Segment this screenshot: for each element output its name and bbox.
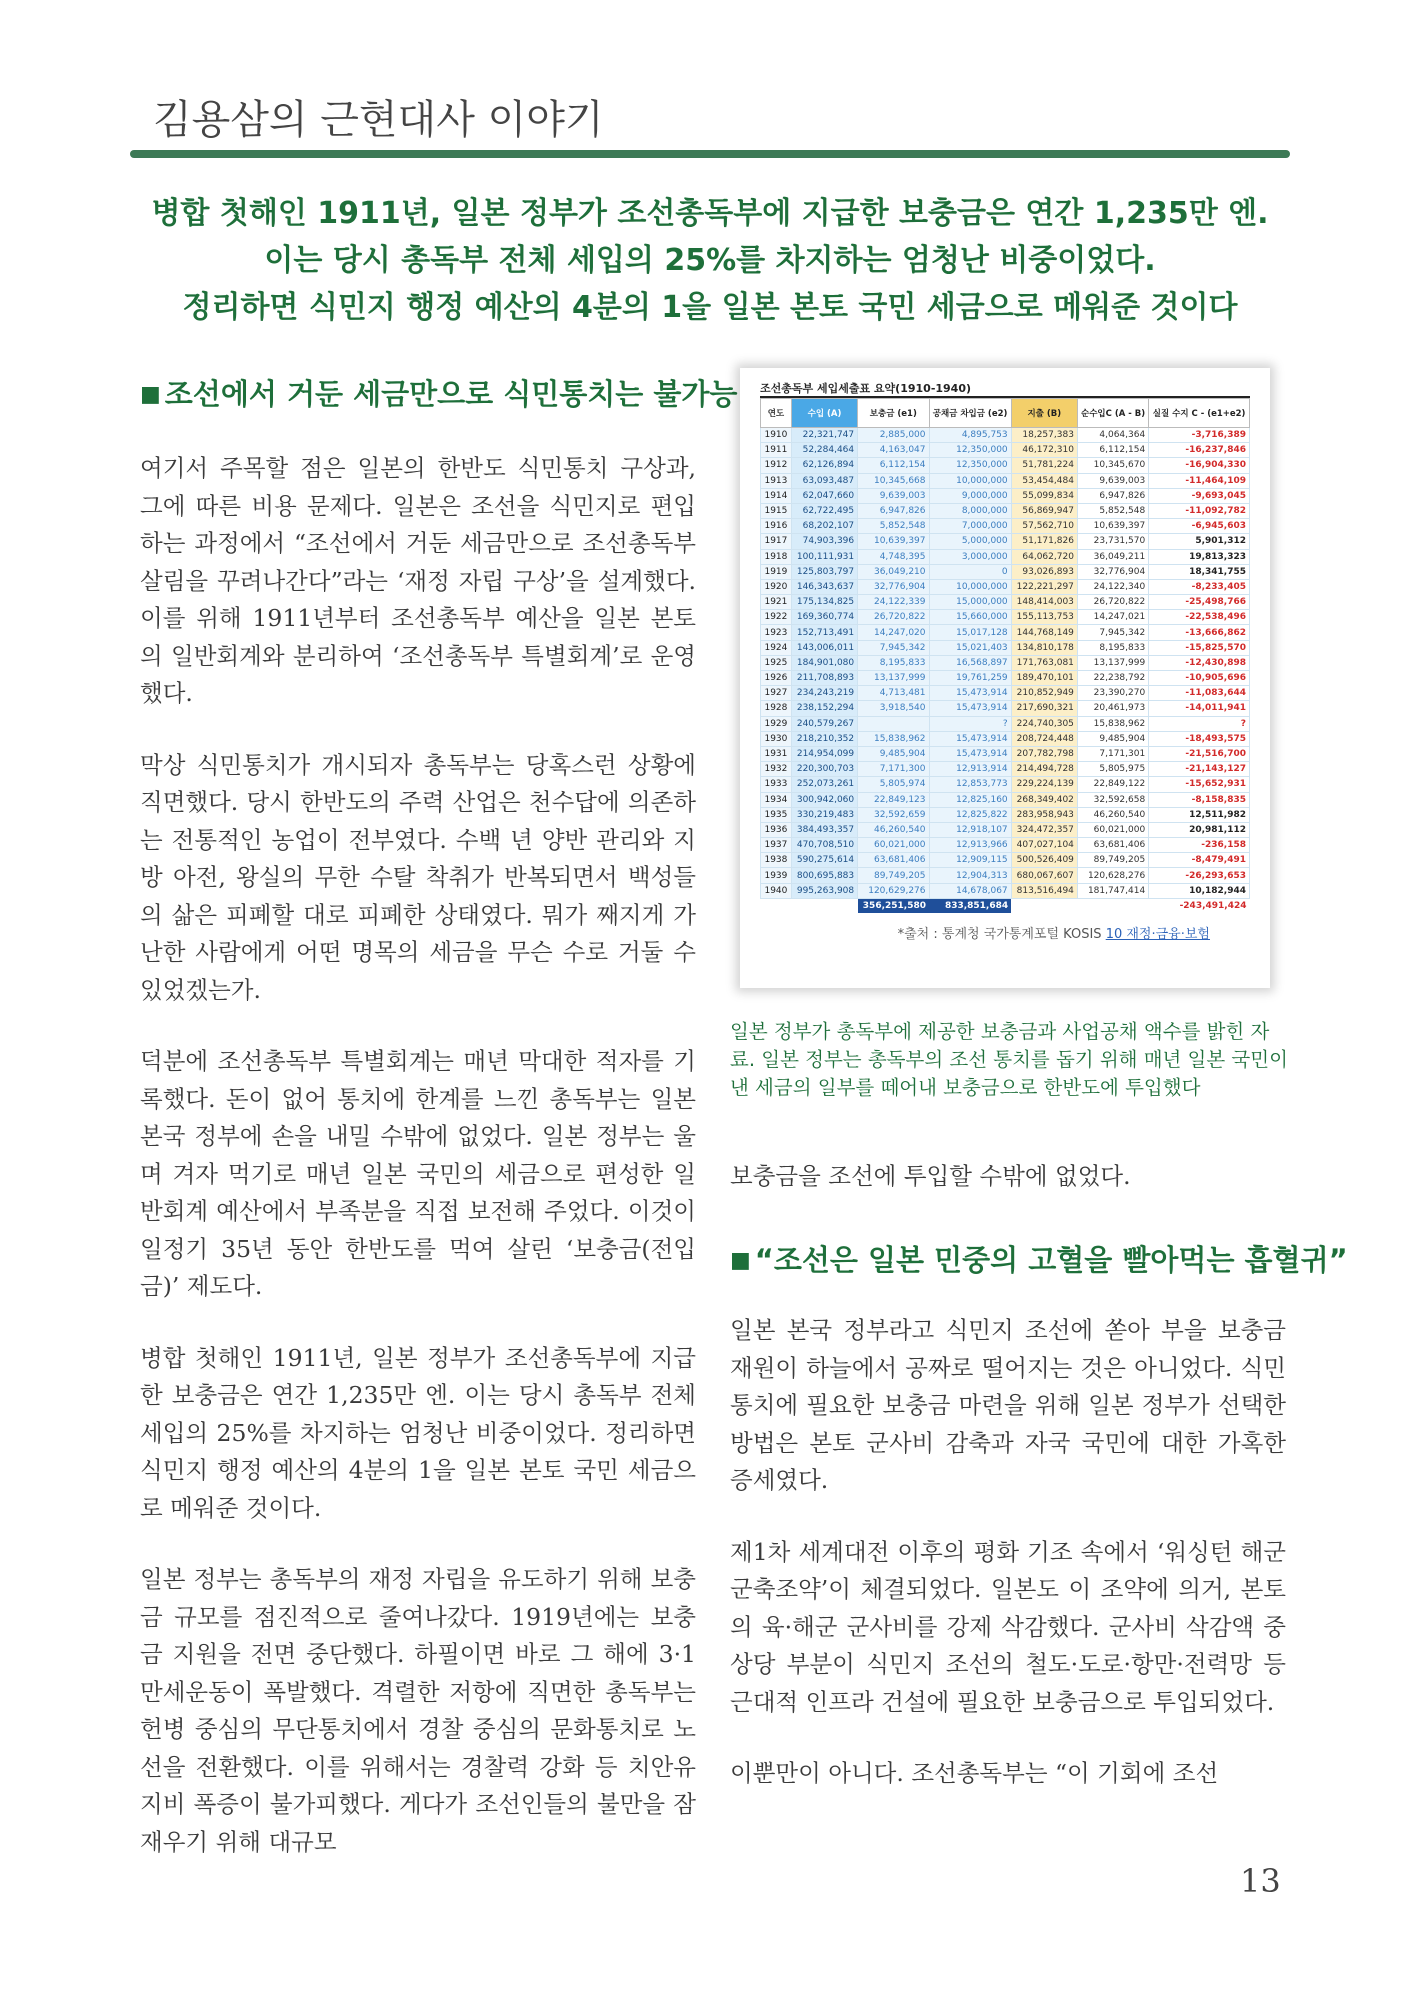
table-cell: 214,954,099 [791, 746, 857, 761]
table-cell: 1937 [761, 838, 792, 853]
table-cell: 63,093,487 [791, 473, 857, 488]
column-header: 공채금 차입금 (e2) [929, 399, 1011, 428]
table-cell: 175,134,825 [791, 595, 857, 610]
figure-source [760, 923, 1250, 942]
table-cell: -18,493,575 [1149, 731, 1250, 746]
table-cell: 189,470,101 [1011, 671, 1077, 686]
table-total-cell: 356,251,580 [858, 898, 929, 913]
table-cell: 5,000,000 [929, 534, 1011, 549]
table-cell: 8,195,833 [1077, 640, 1148, 655]
table-cell: 51,171,826 [1011, 534, 1077, 549]
table-cell: -22,538,496 [1149, 610, 1250, 625]
table-cell: 210,852,949 [1011, 686, 1077, 701]
table-cell: 155,113,753 [1011, 610, 1077, 625]
table-cell: -21,143,127 [1149, 762, 1250, 777]
table-cell: 60,021,000 [858, 838, 929, 853]
table-cell: 10,639,397 [858, 534, 929, 549]
table-cell: 5,805,974 [858, 777, 929, 792]
table-cell: 3,000,000 [929, 549, 1011, 564]
table-cell: 143,006,011 [791, 640, 857, 655]
budget-table [760, 398, 1250, 913]
table-cell: 1923 [761, 625, 792, 640]
table-row [761, 610, 1250, 625]
table-cell: 134,810,178 [1011, 640, 1077, 655]
table-cell: 12,350,000 [929, 458, 1011, 473]
table-row [761, 458, 1250, 473]
table-cell: 18,341,755 [1149, 564, 1250, 579]
table-row [761, 822, 1250, 837]
table-cell: -8,233,405 [1149, 579, 1250, 594]
table-cell: -16,904,330 [1149, 458, 1250, 473]
square-bullet-icon: ■ [140, 382, 161, 407]
table-row [761, 564, 1250, 579]
table-cell: 1935 [761, 807, 792, 822]
table-cell: 211,708,893 [791, 671, 857, 686]
table-cell: 4,064,364 [1077, 428, 1148, 443]
table-row [761, 595, 1250, 610]
table-cell: 10,182,944 [1149, 883, 1250, 898]
table-cell: 9,485,904 [1077, 731, 1148, 746]
table-cell: 57,562,710 [1011, 519, 1077, 534]
table-cell: 22,321,747 [791, 428, 857, 443]
table-cell: -13,666,862 [1149, 625, 1250, 640]
table-row [761, 868, 1250, 883]
table-cell: 12,909,115 [929, 853, 1011, 868]
table-cell: 14,247,021 [1077, 610, 1148, 625]
table-cell: 218,210,352 [791, 731, 857, 746]
table-cell: 268,349,402 [1011, 792, 1077, 807]
table-row [761, 640, 1250, 655]
table-cell: 13,137,999 [1077, 655, 1148, 670]
table-cell: 1940 [761, 883, 792, 898]
column-header: 연도 [761, 399, 792, 428]
table-row [761, 473, 1250, 488]
table-row [761, 746, 1250, 761]
table-empty-cell [791, 898, 857, 913]
square-bullet-icon: ■ [730, 1248, 751, 1273]
table-cell: 7,945,342 [1077, 625, 1148, 640]
table-cell: 93,026,893 [1011, 564, 1077, 579]
table-cell: 63,681,406 [858, 853, 929, 868]
table-cell: 1933 [761, 777, 792, 792]
table-cell: 800,695,883 [791, 868, 857, 883]
table-cell: 5,901,312 [1149, 534, 1250, 549]
table-cell: -10,905,696 [1149, 671, 1250, 686]
table-cell: 60,021,000 [1077, 822, 1148, 837]
table-cell: 9,639,003 [858, 488, 929, 503]
table-cell: 53,454,484 [1011, 473, 1077, 488]
table-cell: 51,781,224 [1011, 458, 1077, 473]
source-text: *출처 : 통계청 국가통계포털 KOSIS [897, 927, 1102, 942]
table-cell: 207,782,798 [1011, 746, 1077, 761]
table-cell: 20,461,973 [1077, 701, 1148, 716]
section-heading-1 [140, 372, 737, 413]
table-cell: 7,000,000 [929, 519, 1011, 534]
table-cell: 1926 [761, 671, 792, 686]
section-title: 조선에서 거둔 세금만으로 식민통치는 불가능 [164, 377, 738, 411]
figure-caption: 일본 정부가 총독부에 제공한 보충금과 사업공채 액수를 밝힌 자료. 일본 정부는 총독부의 조선 통치를 돕기 위해 매년 일본 국민이 낸 세금의 일부를 떼어내 보충금으로 한반도에 투입했다 [730, 1020, 1288, 1099]
table-cell: -14,011,941 [1149, 701, 1250, 716]
table-cell: 15,000,000 [929, 595, 1011, 610]
table-cell: 1916 [761, 519, 792, 534]
table-cell: 32,592,659 [858, 807, 929, 822]
table-cell: 217,690,321 [1011, 701, 1077, 716]
table-cell: 208,724,448 [1011, 731, 1077, 746]
table-cell: 12,825,160 [929, 792, 1011, 807]
table-cell: 9,485,904 [858, 746, 929, 761]
table-cell: 229,224,139 [1011, 777, 1077, 792]
table-cell: 5,852,548 [858, 519, 929, 534]
table-cell: 12,853,773 [929, 777, 1011, 792]
table-cell: 152,713,491 [791, 625, 857, 640]
table-cell: 63,681,406 [1077, 838, 1148, 853]
table-empty-cell [1077, 898, 1148, 913]
table-row [761, 701, 1250, 716]
table-cell: ? [929, 716, 1011, 731]
table-cell: 1934 [761, 792, 792, 807]
table-row [761, 534, 1250, 549]
table-cell: -15,825,570 [1149, 640, 1250, 655]
body-paragraph: 일본 본국 정부라고 식민지 조선에 쏟아 부을 보충금 재원이 하늘에서 공짜로 떨어지는 것은 아니었다. 식민통치에 필요한 보충금 마련을 위해 일본 정부가 선택한 방법은 본토 군사비 감축과 자국 국민에 대한 가혹한 증세였다. [730, 1316, 1286, 1494]
table-cell: -12,430,898 [1149, 655, 1250, 670]
table-cell: 125,803,797 [791, 564, 857, 579]
table-cell: -236,158 [1149, 838, 1250, 853]
table-cell: 1930 [761, 731, 792, 746]
table-cell: 10,000,000 [929, 473, 1011, 488]
table-cell: 62,047,660 [791, 488, 857, 503]
table-cell: 214,494,728 [1011, 762, 1077, 777]
table-cell: 100,111,931 [791, 549, 857, 564]
table-cell: 26,720,822 [1077, 595, 1148, 610]
body-paragraph: 병합 첫해인 1911년, 일본 정부가 조선총독부에 지급한 보충금은 연간 1,235만 엔. 이는 당시 총독부 전체 세입의 25%를 차지하는 엄청난 비중이었다. 정리하면 식민지 행정 예산의 4분의 1을 일본 본토 국민 세금으로 메워준 것이다. [140, 1343, 696, 1522]
body-paragraph: 덕분에 조선총독부 특별회계는 매년 막대한 적자를 기록했다. 돈이 없어 통치에 한계를 느낀 총독부는 일본 본국 정부에 손을 내밀 수밖에 없었다. 일본 정부는 울며 겨자 먹기로 매년 일본 국민의 세금으로 편성한 일반회계 예산에서 부족분을 직접 보전해 주었다. 이것이 일정기 35년 동안 한반도를 먹여 살린 ‘보충금(전입금)’ 제도다. [140, 1047, 696, 1300]
table-cell: -15,652,931 [1149, 777, 1250, 792]
table-cell: 6,112,154 [1077, 443, 1148, 458]
table-cell: 1924 [761, 640, 792, 655]
table-cell: 15,838,962 [858, 731, 929, 746]
table-cell: 252,073,261 [791, 777, 857, 792]
table-cell: 407,027,104 [1011, 838, 1077, 853]
table-cell: 0 [929, 564, 1011, 579]
table-cell: 36,049,211 [1077, 549, 1148, 564]
table-header-row [761, 399, 1250, 428]
table-cell: 590,275,614 [791, 853, 857, 868]
table-cell: 5,805,975 [1077, 762, 1148, 777]
lead-line: 병합 첫해인 1911년, 일본 정부가 조선총독부에 지급한 보충금은 연간 1,235만 엔. [151, 196, 1269, 231]
figure-inner [760, 380, 1250, 942]
table-cell: 12,918,107 [929, 822, 1011, 837]
table-cell: 300,942,060 [791, 792, 857, 807]
table-row [761, 579, 1250, 594]
table-cell: 12,511,982 [1149, 807, 1250, 822]
table-row [761, 777, 1250, 792]
table-cell: 813,516,494 [1011, 883, 1077, 898]
table-cell: 1929 [761, 716, 792, 731]
table-cell: -11,083,644 [1149, 686, 1250, 701]
table-row [761, 443, 1250, 458]
table-cell: 224,740,305 [1011, 716, 1077, 731]
table-cell: 15,473,914 [929, 701, 1011, 716]
table-cell: 15,838,962 [1077, 716, 1148, 731]
table-cell: 169,360,774 [791, 610, 857, 625]
column-header: 실질 수지 C - (e1+e2) [1149, 399, 1250, 428]
right-column-top [730, 1158, 1286, 1230]
table-cell: 4,895,753 [929, 428, 1011, 443]
table-cell: 4,163,047 [858, 443, 929, 458]
table-total-row [761, 898, 1250, 913]
table-row [761, 762, 1250, 777]
table-cell: 7,171,301 [1077, 746, 1148, 761]
table-cell: 4,748,395 [858, 549, 929, 564]
table-cell: 1936 [761, 822, 792, 837]
table-cell: 144,768,149 [1011, 625, 1077, 640]
table-row [761, 883, 1250, 898]
table-cell: -8,158,835 [1149, 792, 1250, 807]
table-empty-cell [761, 898, 792, 913]
running-header-title: 김용삼의 근현대사 이야기 [153, 97, 604, 143]
table-cell: 26,720,822 [858, 610, 929, 625]
lead-line: 이는 당시 총독부 전체 세입의 25%를 차지하는 엄청난 비중이었다. [264, 243, 1156, 278]
table-cell: 1920 [761, 579, 792, 594]
table-cell: 995,263,908 [791, 883, 857, 898]
source-link[interactable]: 10 재정·금융·보험 [1105, 927, 1210, 942]
table-row [761, 838, 1250, 853]
table-cell: 12,825,822 [929, 807, 1011, 822]
table-cell: 18,257,383 [1011, 428, 1077, 443]
table-cell: -6,945,603 [1149, 519, 1250, 534]
table-row [761, 716, 1250, 731]
table-cell: 32,592,658 [1077, 792, 1148, 807]
table-cell: 15,473,914 [929, 686, 1011, 701]
table-cell: 1913 [761, 473, 792, 488]
table-cell: 120,628,276 [1077, 868, 1148, 883]
table-row [761, 686, 1250, 701]
column-header: 순수입C (A - B) [1077, 399, 1148, 428]
table-cell: 122,221,297 [1011, 579, 1077, 594]
body-paragraph: 막상 식민통치가 개시되자 총독부는 당혹스런 상황에 직면했다. 당시 한반도의 주력 산업은 천수답에 의존하는 전통적인 농업이 전부였다. 수백 년 양반 관리와 지방 아전, 왕실의 무한 수탈 착취가 반복되면서 백성들의 삶은 피폐할 대로 피폐한 상태였다. 뭐가 째지게 가난한 사람에게 어떤 명목의 세금을 무슨 수로 거둘 수 있었겠는가. [140, 750, 696, 1004]
table-cell: 1919 [761, 564, 792, 579]
lead-line: 정리하면 식민지 행정 예산의 4분의 1을 일본 본토 국민 세금으로 메워준 것이다 [182, 290, 1238, 325]
table-cell: 240,579,267 [791, 716, 857, 731]
table-cell: 1914 [761, 488, 792, 503]
column-header: 수입 (A) [791, 399, 857, 428]
table-cell: 10,345,670 [1077, 458, 1148, 473]
table-cell [858, 716, 929, 731]
section-title: “조선은 일본 민중의 고혈을 빨아먹는 흡혈귀” [754, 1243, 1348, 1277]
table-cell: 12,913,966 [929, 838, 1011, 853]
table-cell: 384,493,357 [791, 822, 857, 837]
table-cell: 1922 [761, 610, 792, 625]
table-cell: 46,172,310 [1011, 443, 1077, 458]
body-paragraph: 이뿐만이 아니다. 조선총독부는 “이 기회에 조선 [730, 1759, 1219, 1787]
table-cell: 52,284,464 [791, 443, 857, 458]
table-cell: 9,639,003 [1077, 473, 1148, 488]
table-cell: 10,345,668 [858, 473, 929, 488]
column-header: 지출 (B) [1011, 399, 1077, 428]
table-row [761, 671, 1250, 686]
table-row [761, 503, 1250, 518]
table-cell: 1931 [761, 746, 792, 761]
table-cell: 680,067,607 [1011, 868, 1077, 883]
table-cell: 238,152,294 [791, 701, 857, 716]
table-cell: 14,247,020 [858, 625, 929, 640]
table-cell: 46,260,540 [858, 822, 929, 837]
table-cell: -26,293,653 [1149, 868, 1250, 883]
body-paragraph: 여기서 주목할 점은 일본의 한반도 식민통치 구상과, 그에 따른 비용 문제다. 일본은 조선을 식민지로 편입하는 과정에서 “조선에서 거둔 세금만으로 조선총독부 살림을 꾸려나간다”라는 ‘재정 자립 구상’을 설계했다. 이를 위해 1911년부터 조선총독부 예산을 일본 본토의 일반회계와 분리하여 ‘조선총독부 특별회계’로 운영했다. [140, 454, 696, 707]
table-cell: 55,099,834 [1011, 488, 1077, 503]
table-cell: 68,202,107 [791, 519, 857, 534]
table-cell: -3,716,389 [1149, 428, 1250, 443]
table-cell: 181,747,414 [1077, 883, 1148, 898]
table-cell: 64,062,720 [1011, 549, 1077, 564]
table-cell: 146,343,637 [791, 579, 857, 594]
table-cell: 1938 [761, 853, 792, 868]
figure-table-image [740, 368, 1270, 988]
table-cell: 1918 [761, 549, 792, 564]
table-cell: 6,947,826 [1077, 488, 1148, 503]
table-row [761, 853, 1250, 868]
table-cell: -21,516,700 [1149, 746, 1250, 761]
table-cell: 23,731,570 [1077, 534, 1148, 549]
table-cell: ? [1149, 716, 1250, 731]
table-row [761, 731, 1250, 746]
table-total-cell: -243,491,424 [1149, 898, 1250, 913]
table-cell: 9,000,000 [929, 488, 1011, 503]
table-cell: 1932 [761, 762, 792, 777]
table-cell: 184,901,080 [791, 655, 857, 670]
table-cell: 74,903,396 [791, 534, 857, 549]
table-title: 조선총독부 세입세출표 요약(1910-1940) [760, 380, 1250, 398]
table-cell: 56,869,947 [1011, 503, 1077, 518]
table-cell: 2,885,000 [858, 428, 929, 443]
table-row [761, 625, 1250, 640]
table-cell: 6,947,826 [858, 503, 929, 518]
table-cell: 4,713,481 [858, 686, 929, 701]
table-cell: -16,237,846 [1149, 443, 1250, 458]
table-cell: 1917 [761, 534, 792, 549]
left-column [140, 450, 696, 1895]
table-cell: 148,414,003 [1011, 595, 1077, 610]
table-cell: -9,693,045 [1149, 488, 1250, 503]
section-heading-2 [730, 1238, 1348, 1279]
table-cell: 24,122,340 [1077, 579, 1148, 594]
table-cell: 16,568,897 [929, 655, 1011, 670]
table-cell: -11,092,782 [1149, 503, 1250, 518]
table-cell: -25,498,766 [1149, 595, 1250, 610]
table-cell: 1927 [761, 686, 792, 701]
page-number: 13 [1240, 1862, 1281, 1900]
table-cell: 12,913,914 [929, 762, 1011, 777]
table-empty-cell [1011, 898, 1077, 913]
table-cell: 22,238,792 [1077, 671, 1148, 686]
table-cell: 500,526,409 [1011, 853, 1077, 868]
table-cell: 1915 [761, 503, 792, 518]
table-cell: 470,708,510 [791, 838, 857, 853]
table-cell: 15,473,914 [929, 746, 1011, 761]
table-body [761, 428, 1250, 914]
table-cell: 1939 [761, 868, 792, 883]
table-cell: 22,849,122 [1077, 777, 1148, 792]
table-cell: 7,171,300 [858, 762, 929, 777]
table-cell: 15,473,914 [929, 731, 1011, 746]
column-header: 보충금 (e1) [858, 399, 929, 428]
table-cell: 19,761,259 [929, 671, 1011, 686]
body-paragraph: 일본 정부는 총독부의 재정 자립을 유도하기 위해 보충금 규모를 점진적으로 줄여나갔다. 1919년에는 보충금 지원을 전면 중단했다. 하필이면 바로 그 해에 3·1 만세운동이 폭발했다. 격렬한 저항에 직면한 총독부는 헌병 중심의 무단통치에서 경찰 중심의 문화통치로 노선을 전환했다. 이를 위해서는 경찰력 강화 등 치안유지비 폭증이 불가피했다. 게다가 조선인들의 불만을 잠재우기 위해 대규모 [140, 1565, 696, 1856]
table-cell: 20,981,112 [1149, 822, 1250, 837]
table-row [761, 488, 1250, 503]
right-column [730, 1312, 1286, 1827]
table-cell: 62,126,894 [791, 458, 857, 473]
table-cell: 12,350,000 [929, 443, 1011, 458]
table-cell: 330,219,483 [791, 807, 857, 822]
table-cell: 3,918,540 [858, 701, 929, 716]
table-cell: 8,195,833 [858, 655, 929, 670]
table-cell: 23,390,270 [1077, 686, 1148, 701]
table-cell: 13,137,999 [858, 671, 929, 686]
table-cell: 10,000,000 [929, 579, 1011, 594]
table-cell: 8,000,000 [929, 503, 1011, 518]
table-cell: 120,629,276 [858, 883, 929, 898]
body-paragraph: 보충금을 조선에 투입할 수밖에 없었다. [730, 1162, 1131, 1190]
table-cell: 32,776,904 [1077, 564, 1148, 579]
table-cell: 1912 [761, 458, 792, 473]
table-cell: 324,472,357 [1011, 822, 1077, 837]
table-cell: 89,749,205 [1077, 853, 1148, 868]
table-cell: 10,639,397 [1077, 519, 1148, 534]
table-cell: 1910 [761, 428, 792, 443]
table-cell: 15,660,000 [929, 610, 1011, 625]
table-cell: 15,021,403 [929, 640, 1011, 655]
header-rule [130, 150, 1290, 158]
table-row [761, 519, 1250, 534]
table-cell: 1928 [761, 701, 792, 716]
table-row [761, 792, 1250, 807]
lead-summary [130, 190, 1290, 331]
table-cell: 1925 [761, 655, 792, 670]
table-cell: 32,776,904 [858, 579, 929, 594]
table-cell: 89,749,205 [858, 868, 929, 883]
table-cell: 36,049,210 [858, 564, 929, 579]
table-cell: 62,722,495 [791, 503, 857, 518]
table-cell: 12,904,313 [929, 868, 1011, 883]
table-cell: 22,849,123 [858, 792, 929, 807]
table-row [761, 428, 1250, 443]
table-cell: 7,945,342 [858, 640, 929, 655]
table-row [761, 655, 1250, 670]
table-cell: 24,122,339 [858, 595, 929, 610]
table-cell: -11,464,109 [1149, 473, 1250, 488]
table-cell: 19,813,323 [1149, 549, 1250, 564]
table-cell: 220,300,703 [791, 762, 857, 777]
table-cell: 5,852,548 [1077, 503, 1148, 518]
table-cell: 283,958,943 [1011, 807, 1077, 822]
body-paragraph: 제1차 세계대전 이후의 평화 기조 속에서 ‘워싱턴 해군 군축조약’이 체결되었다. 일본도 이 조약에 의거, 본토의 육·해군 군사비를 강제 삭감했다. 군사비 삭감액 중 상당 부분이 식민지 조선의 철도·도로·항만·전력망 등 근대적 인프라 건설에 필요한 보충금으로 투입되었다. [730, 1537, 1286, 1716]
table-cell: 171,763,081 [1011, 655, 1077, 670]
table-cell: 6,112,154 [858, 458, 929, 473]
table-cell: 14,678,067 [929, 883, 1011, 898]
table-cell: 234,243,219 [791, 686, 857, 701]
table-cell: 15,017,128 [929, 625, 1011, 640]
table-cell: 1921 [761, 595, 792, 610]
table-row [761, 549, 1250, 564]
table-cell: 1911 [761, 443, 792, 458]
table-cell: 46,260,540 [1077, 807, 1148, 822]
table-cell: -8,479,491 [1149, 853, 1250, 868]
table-total-cell: 833,851,684 [929, 898, 1011, 913]
table-row [761, 807, 1250, 822]
